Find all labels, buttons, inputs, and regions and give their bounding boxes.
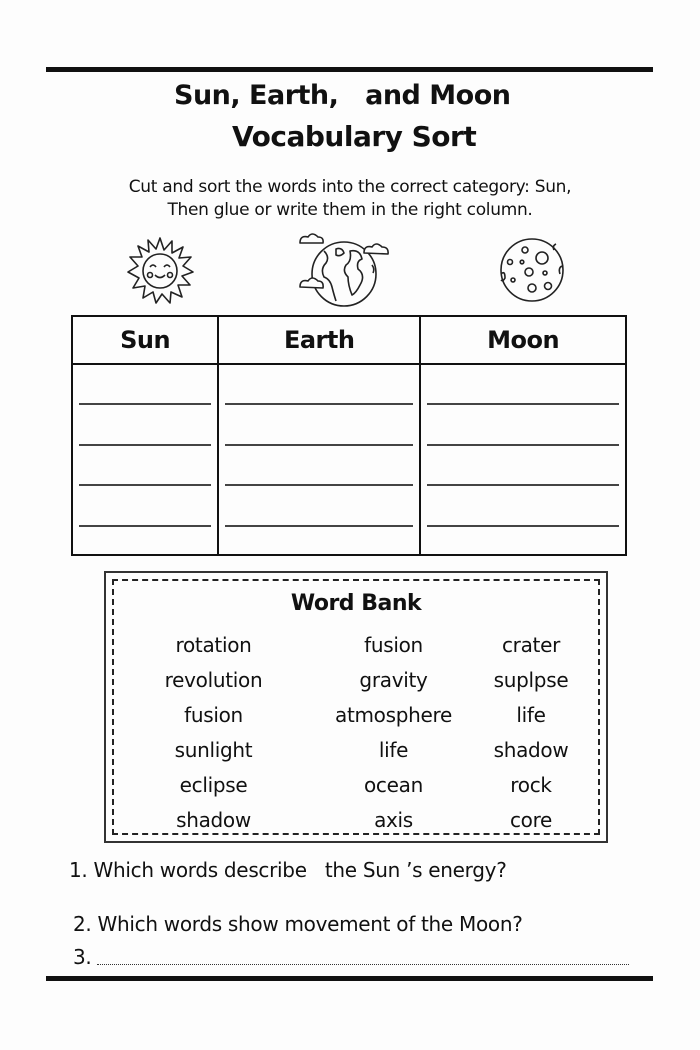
- answer-line[interactable]: [225, 365, 413, 405]
- word-card[interactable]: suplpse: [493, 668, 569, 692]
- word-card[interactable]: life: [516, 703, 546, 727]
- word-card[interactable]: gravity: [359, 668, 428, 692]
- sun-icon: [126, 236, 194, 304]
- word-card[interactable]: sunlight: [174, 738, 253, 762]
- answer-line[interactable]: [225, 486, 413, 527]
- answer-line[interactable]: [427, 365, 619, 405]
- answer-line[interactable]: [79, 446, 211, 487]
- answer-line[interactable]: [427, 446, 619, 487]
- answer-line[interactable]: [225, 405, 413, 446]
- instructions: [0, 176, 700, 222]
- question-1: 1. Which words describe the Sun ’s energy?: [69, 858, 507, 882]
- answer-line[interactable]: [427, 405, 619, 446]
- word-card[interactable]: core: [509, 808, 553, 832]
- word-card[interactable]: fusion: [364, 633, 423, 657]
- word-card[interactable]: axis: [374, 808, 413, 832]
- word-card[interactable]: atmosphere: [334, 703, 452, 727]
- answer-line[interactable]: [79, 365, 211, 405]
- word-card[interactable]: eclipse: [179, 773, 248, 797]
- question-3-number: 3.: [73, 945, 92, 969]
- instructions-line-2: Then glue or write them in the right column.: [167, 200, 533, 220]
- question-2: 2. Which words show movement of the Moon?: [73, 912, 523, 936]
- word-bank: [104, 571, 608, 843]
- earth-icon: [294, 231, 392, 309]
- question-3-answer-line[interactable]: [97, 964, 629, 965]
- word-card[interactable]: shadow: [493, 738, 569, 762]
- answer-line[interactable]: [79, 486, 211, 527]
- word-card[interactable]: life: [378, 738, 409, 762]
- top-rule: [46, 67, 653, 72]
- sort-table: [71, 315, 627, 556]
- column-header-moon: Moon: [420, 316, 626, 364]
- title-line-2: Vocabulary Sort: [232, 120, 477, 153]
- word-card[interactable]: fusion: [184, 703, 243, 727]
- moon-icon: [498, 236, 566, 304]
- sun-column-cell[interactable]: [72, 364, 218, 555]
- column-header-sun: Sun: [72, 316, 218, 364]
- column-header-earth: Earth: [218, 316, 420, 364]
- word-bank-grid: [106, 628, 606, 838]
- moon-column-cell[interactable]: [420, 364, 626, 555]
- instructions-line-1: Cut and sort the words into the correct category: Sun,: [128, 177, 572, 197]
- word-card[interactable]: shadow: [176, 808, 251, 832]
- answer-line[interactable]: [427, 486, 619, 527]
- title-line-1: Sun, Earth, and Moon: [174, 80, 511, 111]
- word-card[interactable]: crater: [501, 633, 561, 657]
- word-card[interactable]: revolution: [164, 668, 263, 692]
- word-card[interactable]: rotation: [175, 633, 252, 657]
- bottom-rule: [46, 976, 653, 981]
- answer-line[interactable]: [79, 405, 211, 446]
- word-card[interactable]: ocean: [364, 773, 423, 797]
- word-bank-title: Word Bank: [290, 591, 422, 616]
- word-card[interactable]: rock: [510, 773, 552, 797]
- earth-column-cell[interactable]: [218, 364, 420, 555]
- answer-line[interactable]: [225, 446, 413, 487]
